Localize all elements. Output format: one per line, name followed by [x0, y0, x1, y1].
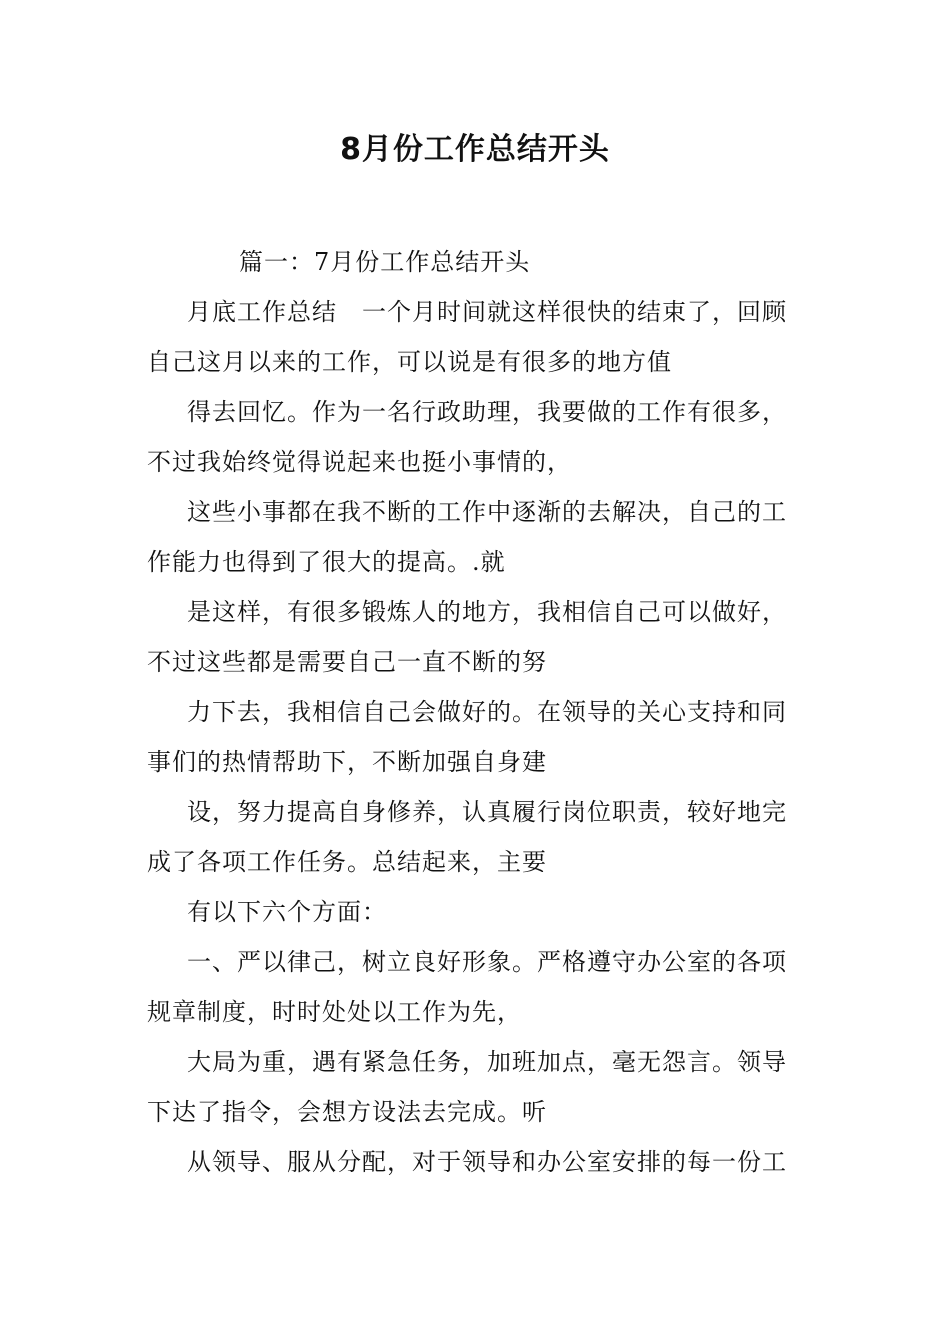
paragraph-line: 作能力也得到了很大的提高。.就	[147, 548, 506, 576]
paragraph-line: 大局为重，遇有紧急任务，加班加点，毫无怨言。领导	[187, 1048, 787, 1076]
paragraph-line: 不过这些都是需要自己一直不断的努	[147, 648, 547, 676]
paragraph-line: 有以下六个方面：	[187, 898, 387, 926]
document-title: 8月份工作总结开头	[340, 132, 610, 167]
paragraph-line: 不过我始终觉得说起来也挺小事情的，	[147, 448, 572, 476]
paragraph-line: 是这样，有很多锻炼人的地方，我相信自己可以做好，	[187, 598, 787, 626]
paragraph-line: 这些小事都在我不断的工作中逐渐的去解决，自己的工	[187, 498, 787, 526]
paragraph-line: 下达了指令，会想方设法去完成。听	[147, 1098, 547, 1126]
paragraph-line: 力下去，我相信自己会做好的。在领导的关心支持和同	[187, 698, 787, 726]
paragraph-line: 月底工作总结 一个月时间就这样很快的结束了，回顾	[187, 298, 787, 326]
paragraph-line: 一、严以律己，树立良好形象。严格遵守办公室的各项	[187, 948, 787, 976]
section-heading: 篇一：7月份工作总结开头	[239, 248, 531, 276]
paragraph-line: 得去回忆。作为一名行政助理，我要做的工作有很多，	[187, 398, 787, 426]
paragraph-line: 从领导、服从分配，对于领导和办公室安排的每一份工	[187, 1148, 787, 1176]
paragraph-line: 成了各项工作任务。总结起来，主要	[147, 848, 547, 876]
paragraph-line: 事们的热情帮助下，不断加强自身建	[147, 748, 547, 776]
paragraph-line: 设，努力提高自身修养，认真履行岗位职责，较好地完	[187, 798, 787, 826]
paragraph-line: 规章制度，时时处处以工作为先，	[147, 998, 522, 1026]
paragraph-line: 自己这月以来的工作，可以说是有很多的地方值	[147, 348, 672, 376]
document-body	[147, 237, 807, 1187]
